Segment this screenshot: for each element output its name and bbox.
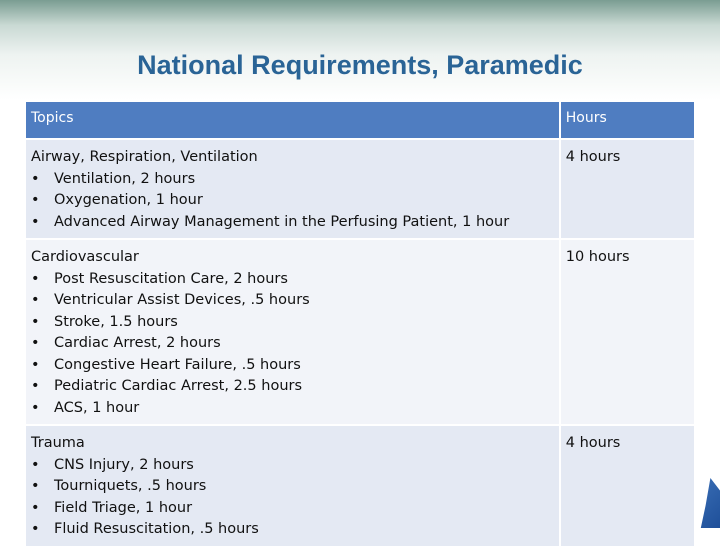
- hours-cell: 4 hours: [560, 425, 695, 547]
- topic-cell: [25, 139, 560, 239]
- table-row-airway: [25, 139, 695, 239]
- subtopic-list: [31, 269, 554, 420]
- subtopic-item: • Ventilation, 2 hours: [31, 169, 554, 191]
- topic-title: Trauma: [31, 435, 85, 451]
- subtopic-item: • Ventricular Assist Devices, .5 hours: [31, 290, 554, 312]
- subtopic-item: • Advanced Airway Management in the Perfusing Patient, 1 hour: [31, 212, 554, 234]
- table-row-cardiovascular: [25, 239, 695, 425]
- subtopic-list: [31, 455, 554, 541]
- subtopic-item: • Fluid Resuscitation, .5 hours: [31, 519, 554, 541]
- subtopic-item: • Post Resuscitation Care, 2 hours: [31, 269, 554, 291]
- decorative-logo-shape: [696, 478, 720, 528]
- subtopic-item: • Field Triage, 1 hour: [31, 498, 554, 520]
- topic-cell: [25, 239, 560, 425]
- subtopic-item: • Tourniquets, .5 hours: [31, 476, 554, 498]
- requirements-table: [24, 100, 696, 548]
- table-header-row: [25, 101, 695, 139]
- topic-cell: [25, 425, 560, 547]
- topic-title: Airway, Respiration, Ventilation: [31, 149, 258, 165]
- subtopic-item: • Oxygenation, 1 hour: [31, 190, 554, 212]
- subtopic-item: • Pediatric Cardiac Arrest, 2.5 hours: [31, 376, 554, 398]
- header-hours: Hours: [560, 101, 695, 139]
- hours-cell: 10 hours: [560, 239, 695, 425]
- table-row-trauma: [25, 425, 695, 547]
- header-topics: Topics: [25, 101, 560, 139]
- subtopic-item: • CNS Injury, 2 hours: [31, 455, 554, 477]
- slide-title: National Requirements, Paramedic: [137, 50, 583, 80]
- subtopic-item: • ACS, 1 hour: [31, 398, 554, 420]
- subtopic-item: • Stroke, 1.5 hours: [31, 312, 554, 334]
- subtopic-item: • Cardiac Arrest, 2 hours: [31, 333, 554, 355]
- topic-title: Cardiovascular: [31, 249, 139, 265]
- subtopic-item: • Congestive Heart Failure, .5 hours: [31, 355, 554, 377]
- subtopic-list: [31, 169, 554, 234]
- hours-cell: 4 hours: [560, 139, 695, 239]
